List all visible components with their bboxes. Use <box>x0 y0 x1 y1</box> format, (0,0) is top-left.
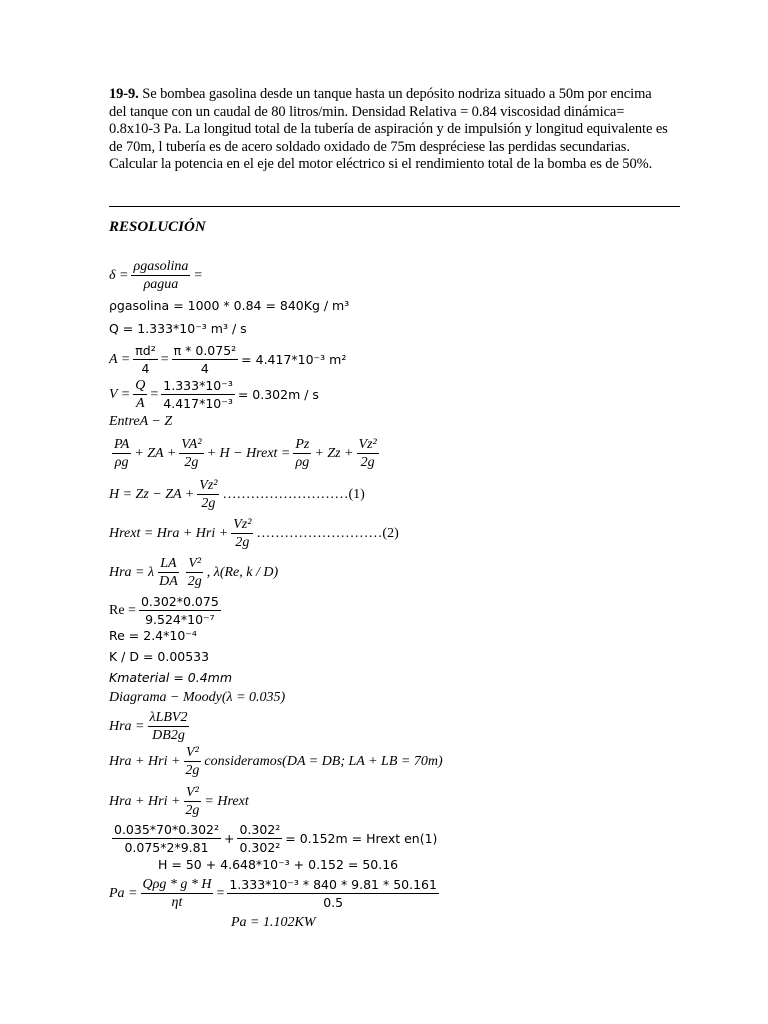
eq-part: Pa = 1.102KW <box>231 915 316 930</box>
eq-part: = <box>216 885 225 901</box>
eq-part: K / D = 0.00533 <box>109 649 210 664</box>
eq-flow <box>109 321 247 336</box>
eq-part <box>357 436 379 471</box>
eq-part: Hra = λ <box>109 564 155 580</box>
eq-part <box>112 436 131 471</box>
eq-hra <box>109 709 192 744</box>
eq-part <box>186 555 204 590</box>
problem-number: 19-9. <box>109 86 139 102</box>
eq-part: + ZA + <box>134 445 177 461</box>
eq-velocity <box>109 377 319 412</box>
eq-part: Re = 2.4*10⁻⁴ <box>109 628 197 643</box>
eq-part: ρg <box>114 455 129 470</box>
eq-part: Hra = <box>109 718 145 734</box>
eq-part: 4.417*10⁻³ <box>163 396 233 411</box>
eq-part <box>237 821 282 856</box>
eq-part <box>183 784 201 819</box>
eq-part: V² <box>186 785 199 800</box>
eq-part: π * 0.075² <box>173 343 237 358</box>
eq-part: = <box>160 351 169 367</box>
eq-part: V = <box>109 386 131 402</box>
eq-part <box>293 436 311 471</box>
problem-text: Se bombea gasolina desde un tanque hasta un depósito nodriza situado a 50m por encima del tanque con un caudal de 80 litros/min. Densidad Relativa = 0.84 viscosidad dinámica= 0.8x10-3 Pa. La longitud total de la tubería de aspiración y de impulsión y longitud equivalente es de 70m, l tubería es de acero soldado oxidado de 75m despréciese las perdidas secundarias. Calcular la potencia en el eje del motor eléctrico si el rendimiento total de la bomba es de 50%. <box>109 86 668 173</box>
eq-part: V² <box>186 745 199 760</box>
eq-part: = 0.152m = Hrext en(1) <box>285 831 438 846</box>
eq-part: Vz² <box>233 517 252 532</box>
eq-part: λLBV2 <box>149 710 188 725</box>
eq-reynolds <box>109 593 224 628</box>
eq-part: = <box>150 386 159 402</box>
eq-part: + H − Hrext = <box>206 445 291 461</box>
eq-part <box>139 593 221 628</box>
eq-part <box>179 436 203 471</box>
eq-part: 2g <box>185 803 200 818</box>
eq-reynolds-value <box>109 628 197 643</box>
eq-part: Kmaterial = 0.4mm <box>109 670 233 685</box>
eq-part <box>141 876 214 911</box>
eq-part: Re = <box>109 602 136 618</box>
eq-part: 0.302*0.075 <box>140 594 219 609</box>
eq-bernoulli <box>109 436 382 471</box>
eq-part: H = Zz − ZA + <box>109 486 195 502</box>
eq-part <box>227 876 439 911</box>
eq-power-result <box>231 915 316 931</box>
eq-moody <box>109 690 285 706</box>
eq-between <box>109 414 172 430</box>
problem-statement <box>109 86 669 174</box>
eq-part: 2g <box>185 763 200 778</box>
eq-part: Hrext = Hra + Hri + <box>109 525 229 541</box>
fraction <box>131 258 190 293</box>
eq-part: 0.075*2*9.81 <box>124 840 209 855</box>
eq-hrext <box>109 784 249 819</box>
eq-consider <box>109 744 443 779</box>
eq-part <box>172 342 239 377</box>
eq-part: LA <box>160 556 177 571</box>
eq-part: Vz² <box>199 478 218 493</box>
eq-part: Vz² <box>358 437 377 452</box>
eq-part <box>133 377 147 412</box>
eq-part: ρg <box>295 455 310 470</box>
eq-part: EntreA − Z <box>109 414 173 429</box>
eq-part: = 0.302m / s <box>237 387 319 402</box>
eq-part: ………………………(1) <box>222 486 365 502</box>
eq-part <box>183 744 201 779</box>
eq-part: consideramos(DA = DB; LA + LB = 70m) <box>204 753 443 769</box>
eq-part: 2g <box>360 455 375 470</box>
eq-part: ………………………(2) <box>256 525 399 541</box>
eq-darcy <box>109 555 278 590</box>
eq-part: = Hrext <box>204 793 249 809</box>
resolution-heading: RESOLUCIÓN <box>109 219 206 235</box>
eq-part: 4 <box>141 361 150 376</box>
eq-part: + <box>224 831 235 846</box>
eq-part: VA² <box>181 437 202 452</box>
eq-part: 2g <box>184 455 199 470</box>
eq-part <box>148 709 190 744</box>
eq-part <box>231 516 253 551</box>
eq-material <box>109 670 232 685</box>
eq-part: 2g <box>187 574 202 589</box>
eq-part: 0.5 <box>323 895 344 910</box>
eq-part: ρagua <box>143 277 179 292</box>
eq-part: , λ(Re, k / D) <box>206 564 279 580</box>
eq-part: 9.524*10⁻⁷ <box>145 612 215 627</box>
eq-part: Q <box>135 378 146 393</box>
eq-part <box>157 555 180 590</box>
eq-part: Hra + Hri + <box>109 793 181 809</box>
eq-relative-roughness <box>109 649 209 664</box>
eq-text: = <box>193 267 203 283</box>
eq-part: A = <box>109 351 131 367</box>
eq-part: = 4.417*10⁻³ m² <box>241 352 347 367</box>
eq-losses-2 <box>109 516 399 551</box>
eq-part: 2g <box>201 496 216 511</box>
eq-part: 2g <box>235 535 250 550</box>
eq-part: 0.302² <box>239 822 281 837</box>
eq-part <box>112 821 221 856</box>
eq-relative-density <box>109 258 203 293</box>
eq-part <box>161 377 235 412</box>
eq-part: Pz <box>295 437 310 452</box>
eq-part: ρgasolina <box>133 259 189 274</box>
eq-part: 1.333*10⁻³ <box>163 378 233 393</box>
divider <box>109 206 680 207</box>
eq-area <box>109 342 346 377</box>
eq-text: ρgasolina = 1000 * 0.84 = 840Kg / m³ <box>109 298 350 313</box>
eq-part: Diagrama − Moody(λ = 0.035) <box>109 690 286 705</box>
eq-part: 0.035*70*0.302² <box>114 822 219 837</box>
eq-part: PA <box>114 437 130 452</box>
eq-numeric-losses <box>109 821 437 856</box>
eq-part: 0.302² <box>239 840 281 855</box>
eq-part: + Zz + <box>314 445 354 461</box>
eq-part: Hra + Hri + <box>109 753 181 769</box>
eq-part <box>133 342 157 377</box>
eq-part: H = 50 + 4.648*10⁻³ + 0.152 = 50.16 <box>158 857 399 872</box>
eq-density <box>109 298 349 313</box>
eq-part: Pa = <box>109 885 138 901</box>
eq-head-1 <box>109 477 365 512</box>
eq-part: A <box>136 396 145 411</box>
eq-part: πd² <box>135 343 156 358</box>
eq-part: DB2g <box>152 728 185 743</box>
eq-head-value <box>158 857 398 872</box>
eq-power <box>109 876 442 911</box>
eq-part: V² <box>188 556 202 571</box>
eq-part: 1.333*10⁻³ * 840 * 9.81 * 50.161 <box>229 877 437 892</box>
eq-part: DA <box>159 574 178 589</box>
eq-part: Qρg * g * H <box>142 877 212 892</box>
eq-text: Q = 1.333*10⁻³ m³ / s <box>109 321 247 336</box>
eq-part: ηt <box>171 895 183 910</box>
eq-part <box>197 477 219 512</box>
eq-part: 4 <box>200 361 209 376</box>
eq-text: δ = <box>109 267 129 283</box>
